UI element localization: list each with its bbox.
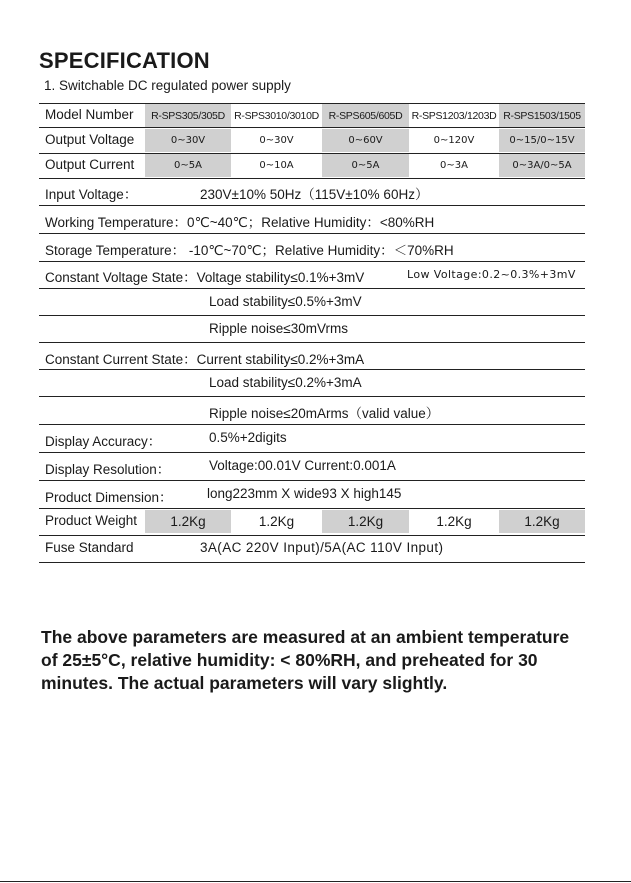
output-voltage-cell: 0~15/0~15V [499,129,585,152]
output-current-label: Output Current [45,157,135,172]
input-voltage-value: 230V±10% 50Hz（115V±10% 60Hz） [200,187,429,202]
storage-temperature-text: Storage Temperature： -10℃~70℃；Relative Humidity：＜70%RH [45,243,454,258]
rule [39,508,585,509]
rule [39,233,585,234]
rule [39,396,585,397]
rule [39,424,585,425]
product-weight-cell: 1.2Kg [499,510,585,533]
cc-ripple-noise: Ripple noise≤20mArms（valid value） [209,406,440,421]
output-voltage-cell: 0~60V [322,129,409,152]
output-voltage-cell: 0~30V [145,129,231,152]
rule [39,342,585,343]
display-accuracy-value: 0.5%+2digits [209,430,287,445]
output-current-cell: 0~3A [440,160,468,171]
model-number-cell: R-SPS605/605D [322,104,409,127]
rule [39,205,585,206]
model-number-cell: R-SPS1203/1203D [411,109,497,122]
product-weight-cell: 1.2Kg [436,514,472,529]
cv-ripple-noise: Ripple noise≤30mVrms [209,321,348,336]
page-title: SPECIFICATION [39,48,210,73]
output-voltage-cell: 0~30V [259,135,294,146]
model-number-cell: R-SPS305/305D [145,104,231,127]
rule [39,452,585,453]
cc-state-text: Constant Current State：Current stability≤0.2%+3mA [45,352,365,367]
output-current-cell: 0~5A [322,154,409,177]
rule [39,127,585,128]
cv-low-voltage-note: Low Voltage:0.2~0.3%+3mV [407,268,576,281]
rule [39,178,585,179]
product-weight-cell: 1.2Kg [322,510,409,533]
rule [39,369,585,370]
display-resolution-label: Display Resolution： [45,462,171,477]
bottom-rule [0,881,631,882]
rule [39,261,585,262]
rule [39,562,585,563]
working-temperature-text: Working Temperature：0℃~40℃；Relative Humidity：<80%RH [45,215,435,230]
fuse-standard-label: Fuse Standard [45,540,134,555]
output-current-cell: 0~5A [145,154,231,177]
output-voltage-cell: 0~120V [433,135,475,146]
product-dimension-value: long223mm X wide93 X high145 [207,486,402,501]
display-accuracy-label: Display Accuracy： [45,434,162,449]
rule [39,315,585,316]
product-weight-cell: 1.2Kg [145,510,231,533]
rule [39,535,585,536]
fuse-standard-value: 3A(AC 220V Input)/5A(AC 110V Input) [200,540,444,555]
product-weight-cell: 1.2Kg [258,514,295,529]
cv-load-stability: Load stability≤0.5%+3mV [209,294,362,309]
output-current-cell: 0~10A [259,160,294,171]
rule [39,288,585,289]
product-weight-label: Product Weight [45,513,138,528]
output-current-cell: 0~3A/0~5A [499,154,585,177]
rule [39,480,585,481]
product-dimension-label: Product Dimension： [45,490,173,505]
model-number-cell: R-SPS3010/3010D [234,109,319,122]
output-voltage-label: Output Voltage [45,132,135,147]
model-number-label: Model Number [45,107,134,122]
input-voltage-label: Input Voltage： [45,187,138,202]
model-number-cell: R-SPS1503/1505 [499,104,585,127]
cv-state-text: Constant Voltage State：Voltage stability≤0.1%+3mV [45,270,365,285]
display-resolution-value: Voltage:00.01V Current:0.001A [209,458,396,473]
section-subtitle: 1. Switchable DC regulated power supply [44,78,291,93]
measurement-note: The above parameters are measured at an ambient temperature of 25±5°C, relative humidity: < 80%RH, and preheated for 30 minutes. The actual parameters will vary slightly. [41,627,570,693]
cc-load-stability: Load stability≤0.2%+3mA [209,375,362,390]
